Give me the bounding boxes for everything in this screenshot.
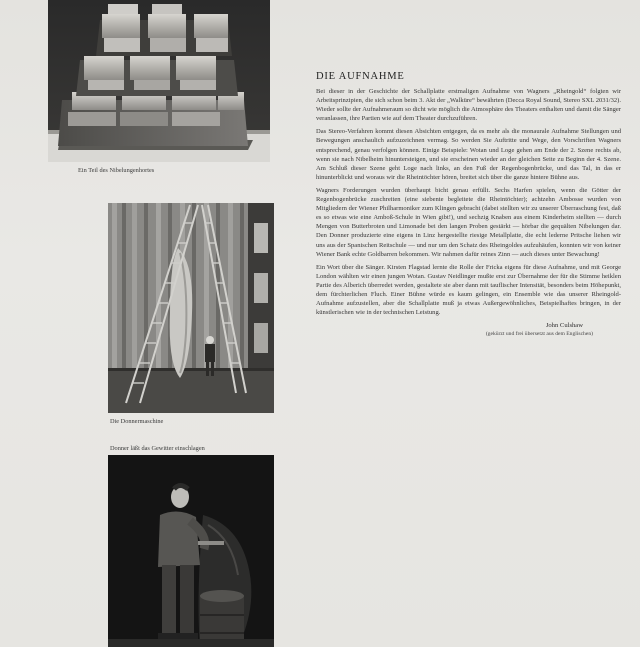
- gold-bars-photo: [48, 0, 270, 162]
- article-heading: DIE AUFNAHME: [316, 71, 405, 82]
- author-signature: John Culshaw: [545, 322, 583, 330]
- article-paragraph-1: Bei dieser in der Geschichte der Schallplatte erstmaligen Aufnahme von Wagners „Rheingold“ folgten wir Arbeitsprinzipien, die sich schon beim 3. Akt der „Walküre“ bewährten (Decca Royal Sound, Stereo SXL 2031/32). Wieder sollte der Aufnahmeraum so dicht wie möglich die Atmosphäre des Theaters enthalten und damit die Sänger veranlassen, ihre Partien wie auf dem Theater durchzuführen.: [316, 88, 621, 123]
- article-paragraph-2: Das Stereo-Verfahren kommt diesen Absichten entgegen, da es mehr als die monaurale Aufnahme Stellungen und Bewegungen anschaulich aufzuzeichnen vermag. So werden Sie Auftritte und Wege, den Vorschriften Wagners entsprechend, genau verfolgen können. Einige Beispiele: Wotan und Loge gehen am Ende der 2. Szene rechts ab, wenn sie nach Nibelheim hinuntersteigen, und sie erscheinen wieder an der gleichen Seite zu Beginn der 4. Szene. Am Schluß dieser Szene geht Loge nach links, an den Fuß der Regenbogenbrücke, und das Tal, in das er hinunterblickt und woraus wir die Rheintöchter hören, breitet sich über die ganze hintere Bühne aus.: [316, 128, 621, 181]
- photo3-caption: Donner läßt das Gewitter einschlagen: [110, 445, 205, 452]
- translation-note: (gekürzt und frei übersetzt aus dem Englischen): [485, 331, 593, 338]
- photo2-caption: Die Donnermaschine: [110, 418, 164, 425]
- thunder-striking-photo: [108, 455, 274, 647]
- photo1-caption: Ein Teil des Nibelungenhortes: [78, 167, 155, 174]
- thunder-machine-photo: [108, 203, 274, 413]
- article-paragraph-4: Ein Wort über die Sänger. Kirsten Flagstad lernte die Rolle der Fricka eigens für diese Aufnahme, und mit George London wählten wir einen jungen Wotan. Gustav Neidlinger mußte erst zur Übernahme der für die Stimme heiklen Partie des Alberich überredet werden, gestaltete sie aber dann mit tauflischer Intensität, besonders beim Höhepunkt, dem fürchterlichen Fluch. Einer Bühne würde es kaum gelingen, ein Ensemble wie das unserer Rheingold-Aufnahme aufzustellen, aber die Schallplatte muß ja etwas Außergewöhnliches, Beispielhaftes bringen, in der künstlerischen wie in der technischen Leistung.: [316, 263, 621, 317]
- article-paragraph-3: Wagners Forderungen wurden überhaupt bicht genau erfüllt. Sechs Harfen spielen, wenn die Götter der Regenbogenbrücke zuschreiten (eine siebente begleitete die Rheintöchter); achtzehn Ambosse wurden von Mitgliedern der Wiener Philharmoniker zum Klingen gebracht (dabei stellten wir zu unserer Überraschung fest, daß es so etwas wie eine Amboß-Schule in Wien gibt!), und sechzig Knaben aus einem Kinderheim stellten — durch Mengen von Butterbroten und Limonade bei den langen Proben gestärkt — hörbar die gequälten Nibelungen dar. Den Donner produzierte eine eigens in Linz hergestellte riesige Metallplatte, die echt lederne Pritsche liehen wir uns aus der Spanischen Reitschule — und nur um den Schatz des Rheingoldes aufzuhäufen, konnten wir von keiner Wiener Bank echte Goldbarren bekommen. Wir nahmen dafür reines Zinn — auch dieses unter Bewachung!: [316, 186, 621, 258]
- article-column: [316, 70, 621, 338]
